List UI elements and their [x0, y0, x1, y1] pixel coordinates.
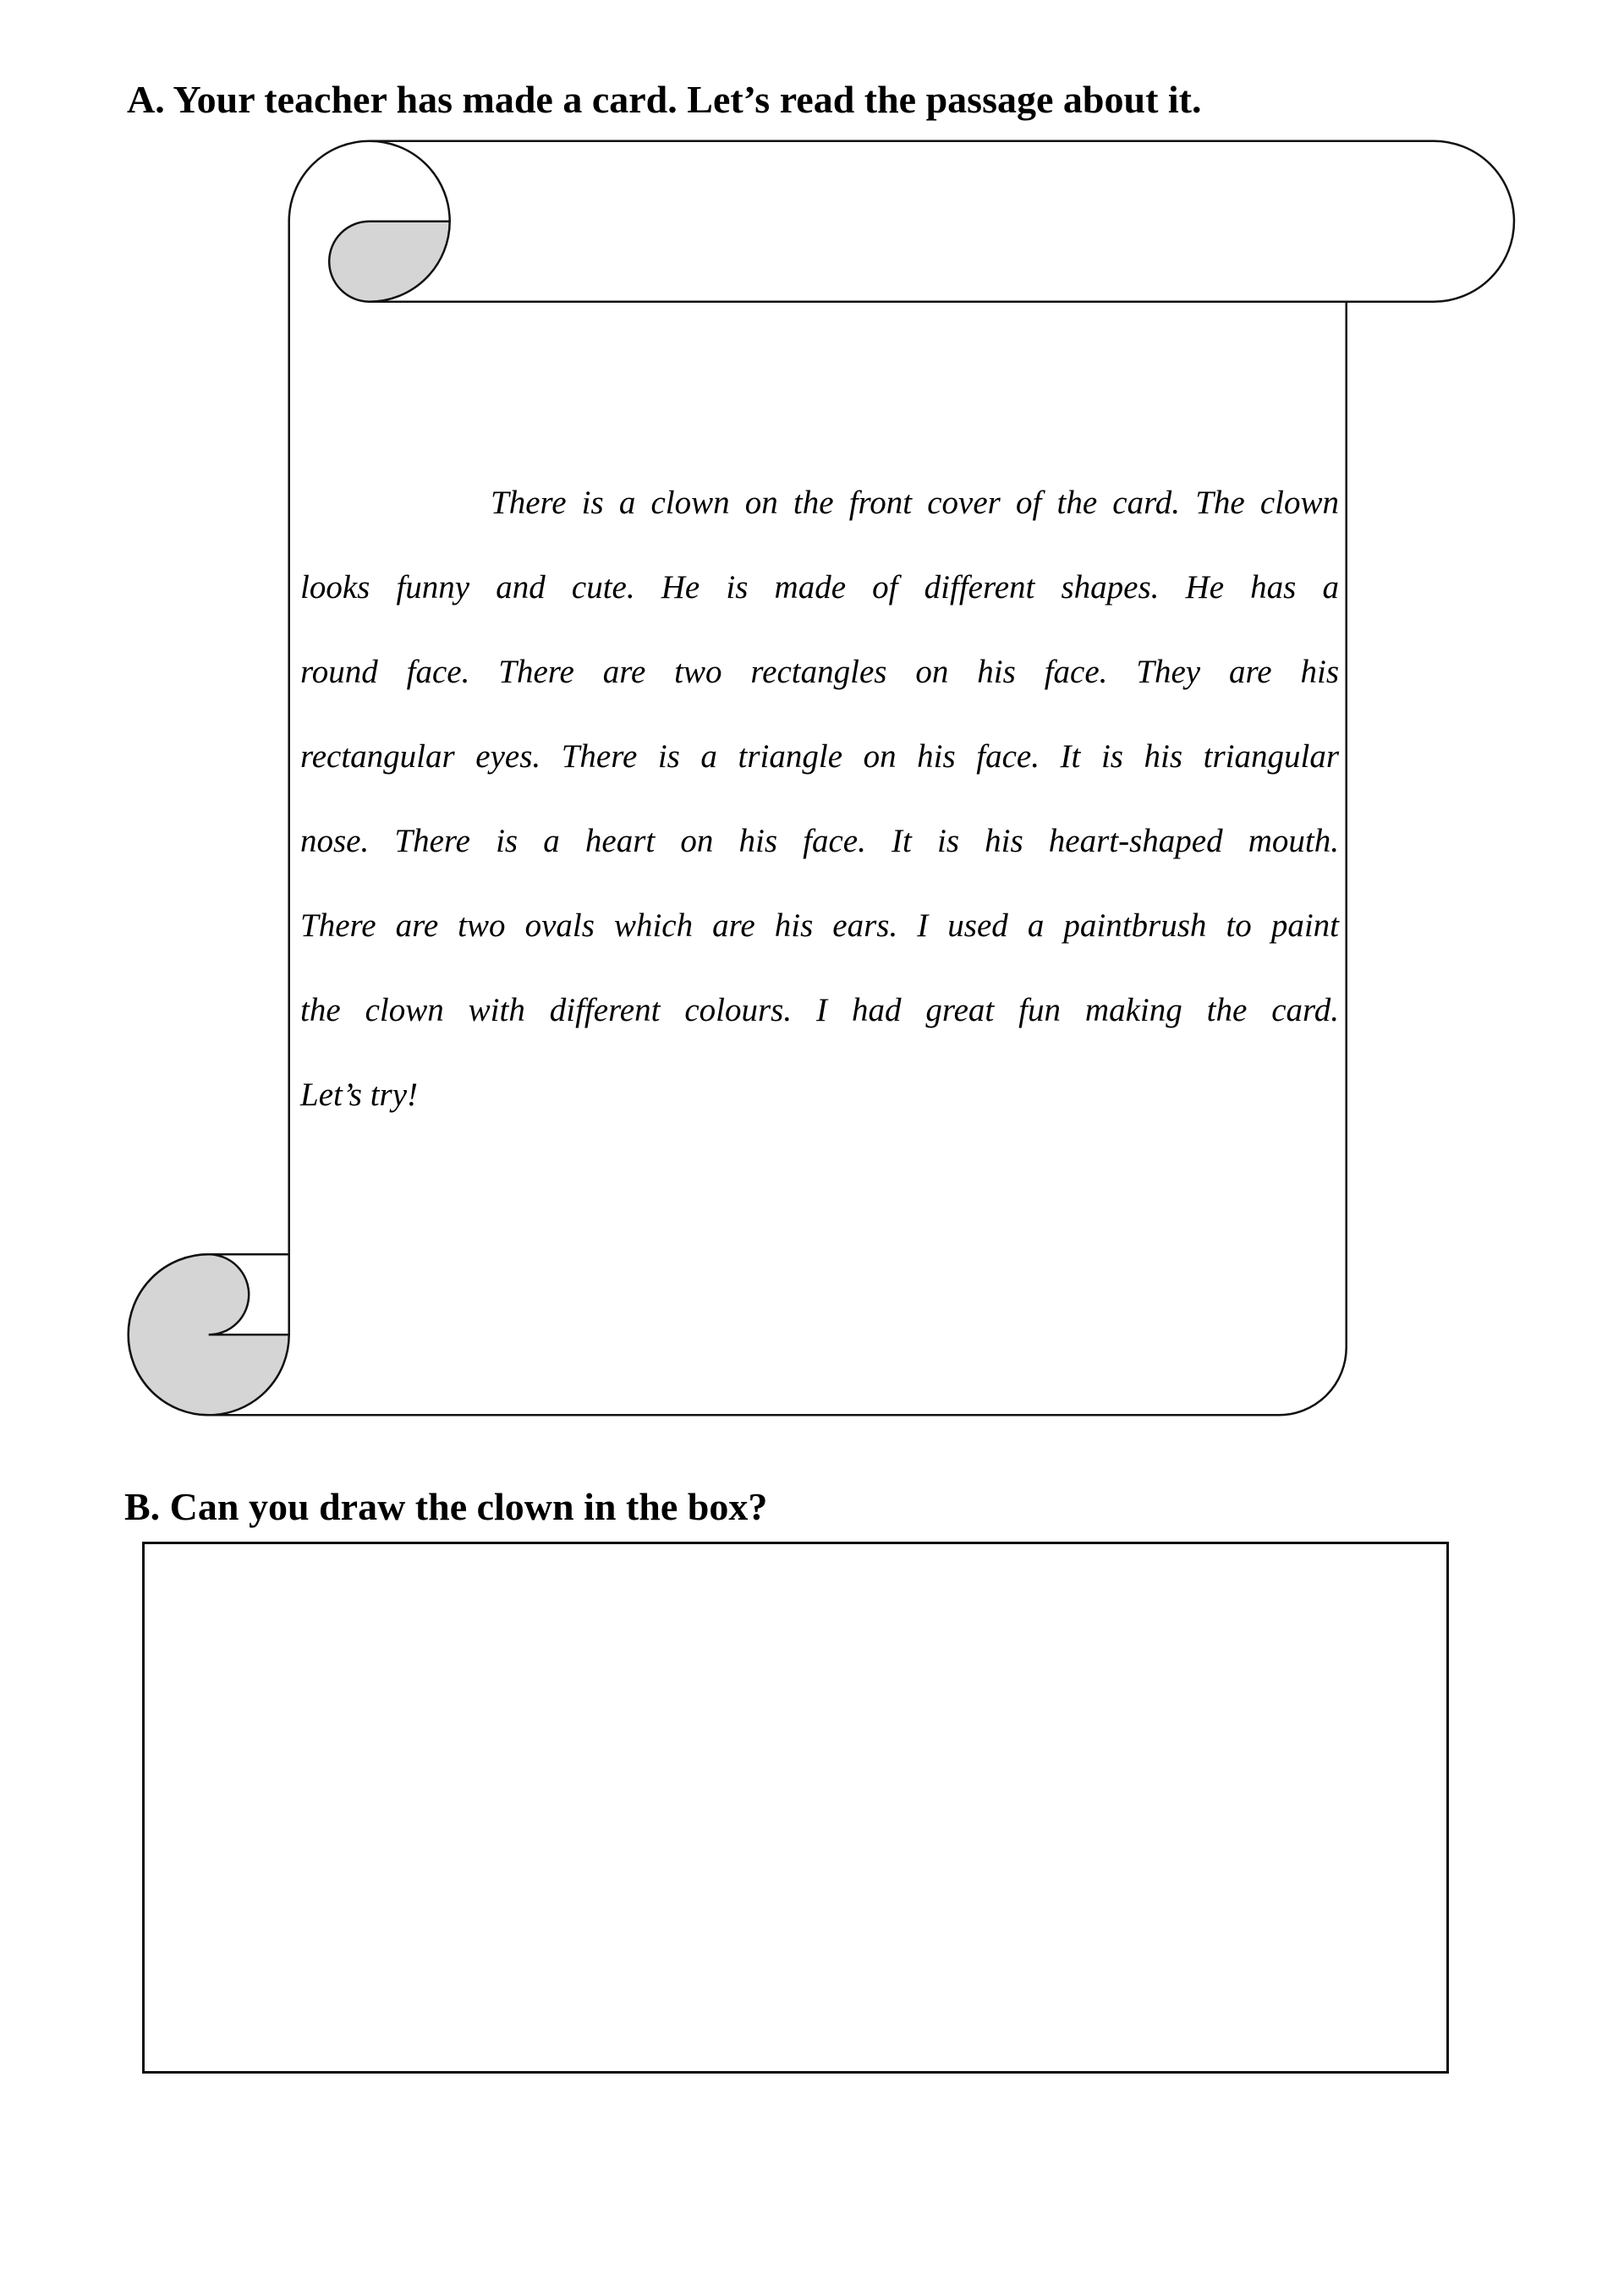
passage-line: nose. There is a heart on his face. It is his heart-shaped mouth.: [300, 823, 1339, 859]
drawing-box: [142, 1542, 1449, 2074]
passage-line: rectangular eyes. There is a triangle on his face. It is his triangular: [300, 738, 1339, 775]
section-a-heading: A. Your teacher has made a card. Let’s read the passage about it.: [127, 78, 1202, 121]
passage-line: looks funny and cute. He is made of different shapes. He has a: [300, 569, 1339, 606]
passage: [300, 461, 1339, 1137]
passage-line: There is a clown on the front cover of the card. The clown: [491, 485, 1339, 521]
passage-line: the clown with different colours. I had great fun making the card.: [300, 992, 1339, 1028]
passage-line: round face. There are two rectangles on his face. They are his: [300, 654, 1339, 690]
section-b-heading: B. Can you draw the clown in the box?: [124, 1485, 768, 1528]
passage-line: There are two ovals which are his ears. I used a paintbrush to paint: [300, 907, 1339, 944]
passage-line: Let’s try!: [300, 1077, 419, 1113]
